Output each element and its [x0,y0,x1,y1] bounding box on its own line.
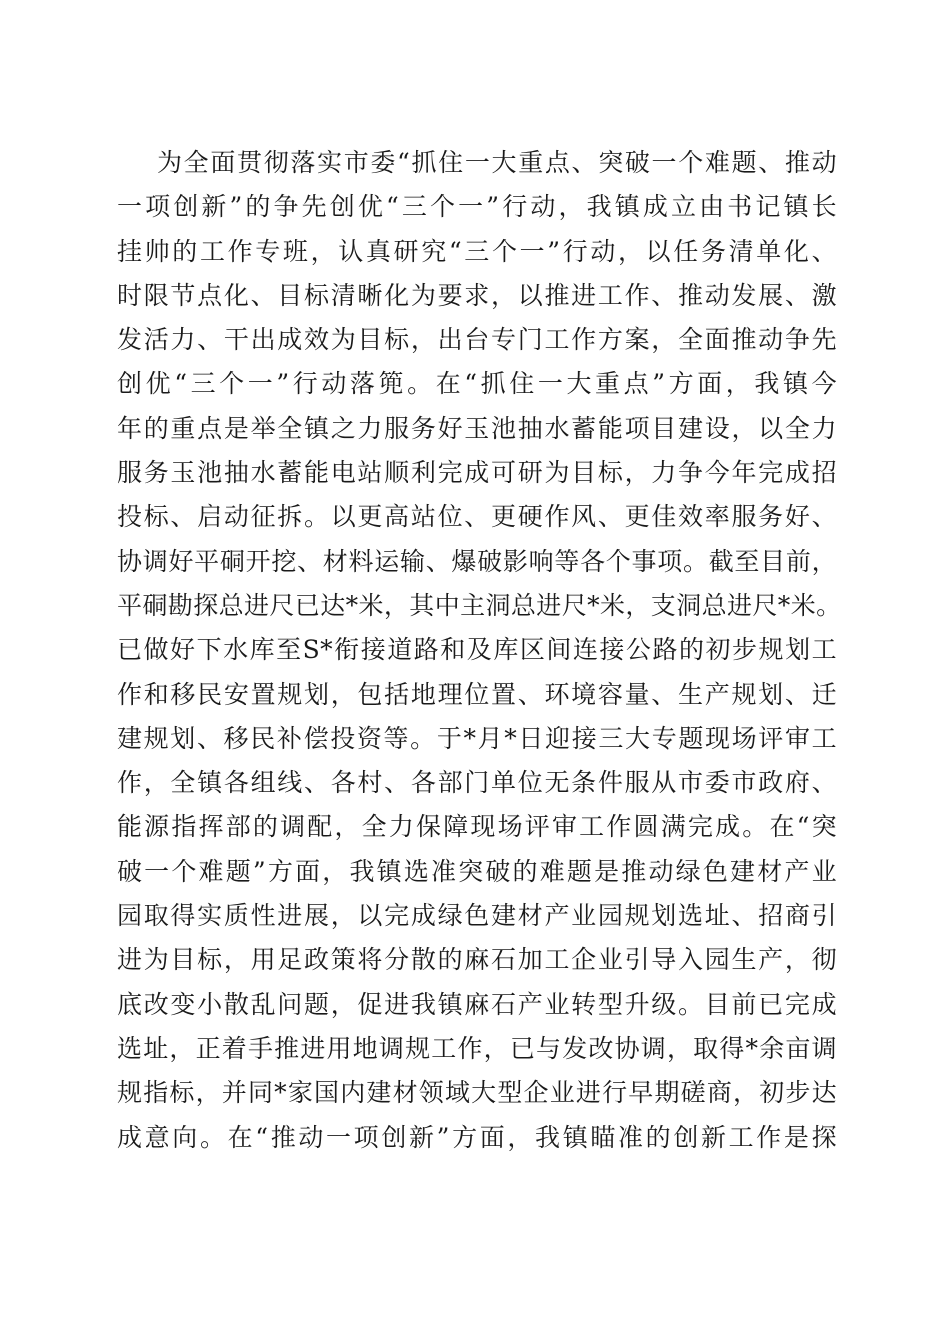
paragraph-line: 发活力、干出成效为目标，出台专门工作方案，全面推动争先 [117,325,837,355]
paragraph-line: 建规划、移民补偿投资等。于*月*日迎接三大专题现场评审工 [117,723,837,753]
paragraph-line: 服务玉池抽水蓄能电站顺利完成可研为目标，力争今年完成招 [117,458,837,488]
body-paragraph [117,141,842,1160]
paragraph-line: 挂帅的工作专班，认真研究“三个一”行动，以任务清单化、 [117,236,837,266]
paragraph-line: 选址，正着手推进用地调规工作，已与发改协调，取得*余亩调 [117,1033,837,1063]
paragraph-line: 破一个难题”方面，我镇选准突破的难题是推动绿色建材产业 [117,856,837,886]
paragraph-line: 创优“三个一”行动落篼。在“抓住一大重点”方面，我镇今 [117,369,837,399]
paragraph-line: 进为目标，用足政策将分散的麻石加工企业引导入园生产，彻 [117,945,837,975]
paragraph-line: 成意向。在“推动一项创新”方面，我镇瞄准的创新工作是探 [117,1122,837,1152]
paragraph-line: 为全面贯彻落实市委“抓住一大重点、突破一个难题、推动 [157,148,837,177]
paragraph-line: 园取得实质性进展，以完成绿色建材产业园规划选址、招商引 [117,901,837,931]
paragraph-line: 规指标，并同*家国内建材领域大型企业进行早期磋商，初步达 [117,1078,837,1108]
paragraph-line: 已做好下水库至S*衔接道路和及库区间连接公路的初步规划工 [117,635,837,665]
paragraph-line: 能源指挥部的调配，全力保障现场评审工作圆满完成。在“突 [117,812,837,842]
paragraph-line: 作，全镇各组线、各村、各部门单位无条件服从市委市政府、 [117,768,837,798]
paragraph-line: 时限节点化、目标清晰化为要求，以推进工作、推动发展、激 [117,280,837,310]
paragraph-line: 协调好平硐开挖、材料运输、爆破影响等各个事项。截至目前， [117,546,837,576]
paragraph-line: 投标、启动征拆。以更高站位、更硬作风、更佳效率服务好、 [117,502,837,532]
paragraph-line: 一项创新”的争先创优“三个一”行动，我镇成立由书记镇长 [117,192,837,222]
paragraph-line: 年的重点是举全镇之力服务好玉池抽水蓄能项目建设，以全力 [117,413,837,443]
paragraph-line: 底改变小散乱问题，促进我镇麻石产业转型升级。目前已完成 [117,989,837,1019]
paragraph-line: 平硐勘探总进尺已达*米，其中主洞总进尺*米，支洞总进尺*米。 [117,590,842,620]
paragraph-line: 作和移民安置规划，包括地理位置、环境容量、生产规划、迁 [117,679,837,709]
